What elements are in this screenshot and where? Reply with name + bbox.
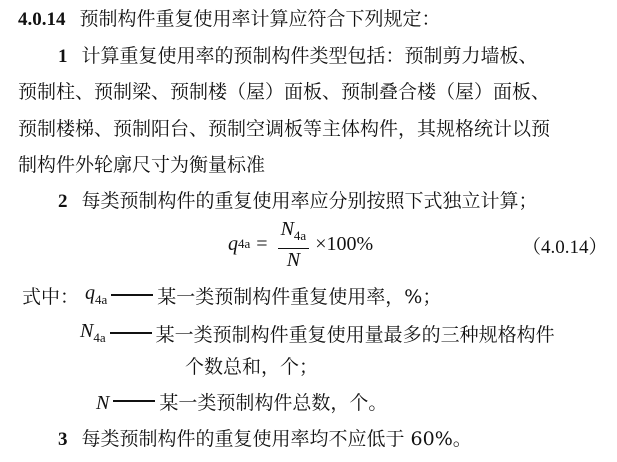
item-1-line-3: 预制楼梯、预制阳台、预制空调板等主体构件，其规格统计以预 <box>18 118 551 140</box>
definition-prefix: 式中： <box>22 285 80 308</box>
definition-row-n4a <box>80 318 555 351</box>
item-1-line-4: 制构件外轮廓尺寸为衡量标准 <box>18 154 266 176</box>
formula-denominator <box>287 249 300 271</box>
numerator-sub: 4a <box>293 227 307 243</box>
clause-number: 4.0.14 <box>18 9 66 30</box>
def-sub: 4a <box>95 292 108 307</box>
formula-fraction <box>278 218 310 271</box>
item-3-text: 每类预制构件的重复使用率均不应低于 60%。 <box>81 428 472 450</box>
item-1-line-2: 预制柱、预制梁、预制楼（屋）面板、预制叠合楼（屋）面板、 <box>18 81 551 103</box>
formula <box>228 217 374 271</box>
item-1-number: 1 <box>58 46 68 67</box>
clause-heading <box>18 6 441 33</box>
item-3 <box>58 426 472 453</box>
numerator-var: N <box>280 217 294 240</box>
def-var: N <box>96 392 110 414</box>
formula-lhs-var: q <box>228 232 238 255</box>
definition-dash <box>113 400 155 402</box>
definition-desc: 某一类预制构件总数，个。 <box>159 392 388 414</box>
formula-numerator <box>278 218 310 249</box>
definition-desc-continued: 个数总和，个； <box>185 356 319 378</box>
definition-symbol <box>85 280 107 313</box>
definition-row-q4a <box>22 280 441 313</box>
formula-times-percent: ×100% <box>315 232 374 255</box>
def-var: N <box>80 320 94 342</box>
item-1-line-1 <box>58 43 538 70</box>
def-var: q <box>85 282 96 304</box>
definition-dash <box>110 332 152 334</box>
definition-desc: 某一类预制构件重复使用率，%； <box>157 285 442 308</box>
clause-title: 预制构件重复使用率计算应符合下列规定： <box>79 8 441 30</box>
equation-number: （4.0.14） <box>522 237 608 258</box>
formula-lhs-sub: 4a <box>238 236 251 251</box>
item-2-number: 2 <box>58 191 68 212</box>
definition-dash <box>111 294 153 296</box>
item-2-text: 每类预制构件的重复使用率应分别按照下式独立计算； <box>81 190 538 212</box>
def-sub: 4a <box>93 330 106 345</box>
definition-symbol <box>80 318 106 351</box>
formula-equals: = <box>256 232 268 255</box>
item-1-text-1: 计算重复使用率的预制构件类型包括：预制剪力墙板、 <box>81 45 538 67</box>
item-2 <box>58 188 538 215</box>
denominator-var: N <box>286 248 301 271</box>
definition-symbol <box>96 390 109 416</box>
item-3-number: 3 <box>58 429 68 450</box>
definition-desc: 某一类预制构件重复使用量最多的三种规格构件 <box>155 323 555 346</box>
definition-row-n <box>96 390 387 416</box>
